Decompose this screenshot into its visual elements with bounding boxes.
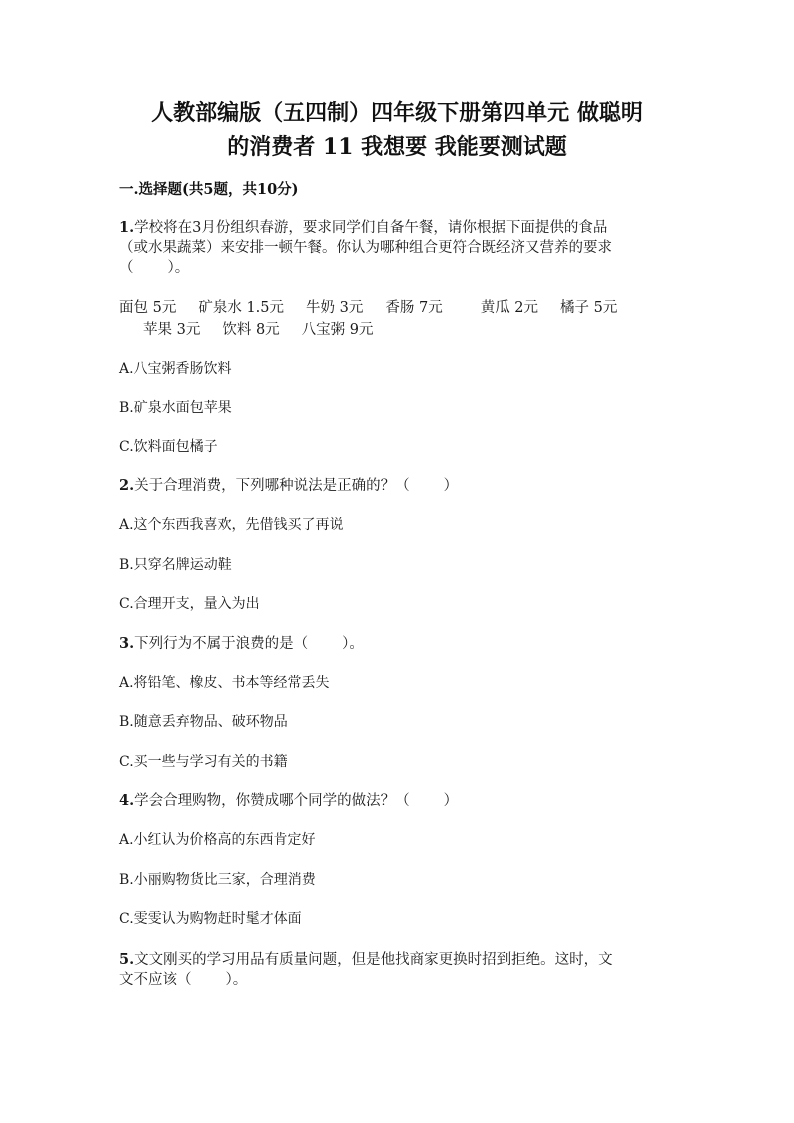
option-a[interactable]: A.将铅笔、橡皮、书本等经常丢失 <box>119 675 330 691</box>
question-text: 关于合理消费，下列哪种说法是正确的？（ <box>134 478 410 494</box>
price-item: 橘子 5元 <box>560 300 618 316</box>
question-number: 4. <box>119 792 135 809</box>
option-a[interactable]: A.这个东西我喜欢，先借钱买了再说 <box>119 517 344 533</box>
answer-paren-close: ） <box>443 793 459 809</box>
question-2 <box>119 476 679 496</box>
section-heading: 一.选择题(共5题，共10分) <box>119 181 299 198</box>
price-row <box>119 297 689 319</box>
question-text: 下列行为不属于浪费的是（ <box>134 636 309 652</box>
answer-paren-open: （ <box>119 260 134 276</box>
answer-paren-close: ）。 <box>225 972 248 988</box>
option-b[interactable]: B.只穿名牌运动鞋 <box>119 557 232 573</box>
question-text-line: 学校将在3月份组织春游，要求同学们自备午餐，请你根据下面提供的食品 <box>134 220 608 236</box>
question-text-line: 文不应该（ <box>119 972 192 988</box>
price-item: 矿泉水 1.5元 <box>198 300 285 316</box>
question-5 <box>119 950 679 990</box>
question-text: 学会合理购物，你赞成哪个同学的做法？（ <box>134 793 410 809</box>
price-row <box>119 319 689 341</box>
price-item: 面包 5元 <box>119 300 177 316</box>
title-line-1: 人教部编版（五四制）四年级下册第四单元 做聪明 <box>151 100 643 126</box>
option-b[interactable]: B.小丽购物货比三家，合理消费 <box>119 872 316 888</box>
price-item: 八宝粥 9元 <box>301 322 374 338</box>
answer-paren-close: ）。 <box>167 260 190 276</box>
option-c[interactable]: C.合理开支，量入为出 <box>119 596 260 612</box>
option-b[interactable]: B.矿泉水面包苹果 <box>119 400 232 416</box>
option-c[interactable]: C.饮料面包橘子 <box>119 439 218 455</box>
question-4 <box>119 791 679 811</box>
price-item: 饮料 8元 <box>222 322 280 338</box>
price-item: 香肠 7元 <box>385 300 443 316</box>
answer-paren-close: ） <box>443 478 459 494</box>
option-c[interactable]: C.买一些与学习有关的书籍 <box>119 754 288 770</box>
question-text-line: 文文刚买的学习用品有质量问题，但是他找商家更换时招到拒绝。这时，文 <box>134 952 613 968</box>
document-title <box>100 96 694 164</box>
question-number: 3. <box>119 635 135 652</box>
price-item: 牛奶 3元 <box>306 300 364 316</box>
question-number: 2. <box>119 477 135 494</box>
option-c[interactable]: C.雯雯认为购物赶时髦才体面 <box>119 911 302 927</box>
title-line-2: 的消费者 11 我想要 我能要测试题 <box>227 134 567 160</box>
price-item: 苹果 3元 <box>143 322 201 338</box>
option-a[interactable]: A.八宝粥香肠饮料 <box>119 361 232 377</box>
answer-paren-close: ）。 <box>342 636 364 652</box>
question-3 <box>119 634 679 654</box>
option-a[interactable]: A.小红认为价格高的东西肯定好 <box>119 832 316 848</box>
question-number: 5. <box>119 951 135 968</box>
question-number: 1. <box>119 219 135 236</box>
option-b[interactable]: B.随意丢弃物品、破环物品 <box>119 714 288 730</box>
price-list <box>119 297 689 341</box>
question-text-line: （或水果蔬菜）来安排一顿午餐。你认为哪种组合更符合既经济又营养的要求 <box>119 240 612 256</box>
question-1 <box>119 218 679 278</box>
price-item: 黄瓜 2元 <box>480 300 539 316</box>
